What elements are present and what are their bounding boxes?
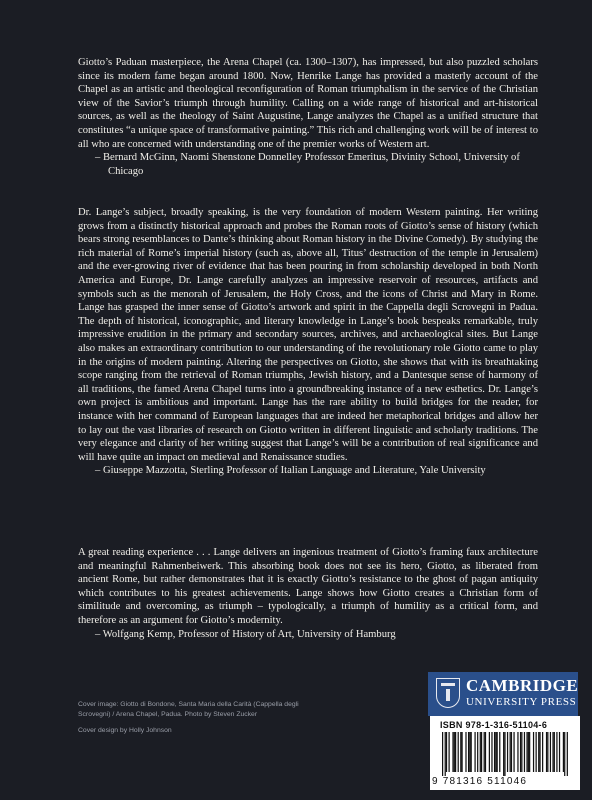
barcode-bar (495, 732, 496, 772)
barcode-bar (513, 732, 514, 772)
barcode-bar (455, 732, 456, 772)
barcode-bar (510, 732, 511, 772)
barcode-bar (484, 732, 485, 772)
barcode-bar (563, 732, 564, 772)
barcode-bar (465, 732, 466, 772)
barcode-bar (546, 732, 547, 772)
barcode-bar (454, 732, 455, 772)
barcode-bar (448, 732, 449, 772)
barcode-bar (503, 732, 504, 776)
barcode-bar (471, 732, 472, 772)
barcode-bar (504, 732, 505, 776)
blurb-attribution: – Giuseppe Mazzotta, Sterling Professor of Italian Language and Literature, Yale University (95, 465, 486, 477)
barcode-bar (554, 732, 555, 772)
barcode-bar (536, 732, 537, 772)
barcode-icon (442, 732, 568, 776)
blurb-attribution: – Wolfgang Kemp, Professor of History of Art, University of Hamburg (95, 628, 396, 640)
blurb-text: A great reading experience . . . Lange delivers an ingenious treatment of Giotto’s framing faux architecture and meaningful Rahmenbeiwerk. This absorbing book does not see its hero, Giotto, as liberated from ancient Rome, but rather demonstrates that it is exactly Giotto’s resistance to the ghost of pagan antiquity which contributes to his greatest achievements. Lange shows how Giotto creates a Christian form of similitude and overcoming, as triumph – typologically, a triumph of humility as a critical form, and therefore as an argument for Giotto’s modernity. (78, 547, 538, 626)
barcode-bar (497, 732, 498, 772)
barcode-bar (458, 732, 459, 772)
blurb-text: Giotto’s Paduan masterpiece, the Arena Chapel (ca. 1300–1307), has impressed, but also puzzled scholars since its modern fame began around 1800. Now, Henrike Lange has provided a masterly account of the Chapel as an artistic and theological reconfiguration of Roman triumphalism in the service of the Christian view of the Savior’s triumph through humility. Calling on a wide range of historical and art-historical sources, as well as the theology of Saint Augustine, Lange analyzes the Chapel as a unified structure that constitutes “a unique space of transformative painting.” This rich and challenging work will be of interest to all who are concerned with understanding one of the premier works of Western art. (78, 57, 538, 150)
blurb-kemp (78, 546, 538, 641)
barcode-bar (567, 732, 568, 776)
barcode-bar (491, 732, 492, 772)
barcode-bar (507, 732, 508, 772)
blurb-mazzotta (78, 206, 538, 478)
barcode-bar (452, 732, 453, 772)
barcode-bar (442, 732, 443, 776)
barcode-digits: 9 781316 511046 (432, 776, 528, 787)
barcode-bar (533, 732, 534, 772)
barcode-bar (461, 732, 462, 772)
barcode-bar (446, 732, 447, 772)
isbn-barcode (430, 716, 580, 790)
blurb-mcginn (78, 56, 538, 178)
barcode-bar (511, 732, 512, 772)
barcode-bar (529, 732, 530, 772)
barcode-bar (552, 732, 553, 772)
cover-design-credit: Cover design by Holly Johnson (78, 727, 172, 734)
blurb-attribution: – Bernard McGinn, Naomi Shenstone Donnelley Professor Emeritus, Divinity School, University of Chicago (95, 152, 520, 177)
barcode-bar (524, 732, 525, 772)
publisher-name: CAMBRIDGE (466, 676, 579, 695)
barcode-bar (539, 732, 540, 772)
barcode-bar (542, 732, 543, 772)
barcode-bar (499, 732, 500, 772)
cover-credits (78, 700, 318, 736)
barcode-bar (538, 732, 539, 772)
barcode-bar (521, 732, 522, 772)
publisher-logo (428, 672, 578, 716)
barcode-bar (445, 732, 446, 776)
barcode-bar (481, 732, 482, 772)
barcode-bar (556, 732, 557, 772)
barcode-bar (477, 732, 478, 772)
barcode-bar (474, 732, 475, 772)
barcode-bar (520, 732, 521, 772)
barcode-bar (564, 732, 565, 776)
barcode-bar (559, 732, 560, 772)
barcode-bar (480, 732, 481, 772)
shield-icon (436, 678, 460, 708)
barcode-bar (517, 732, 518, 772)
barcode-bar (469, 732, 470, 772)
barcode-bar (547, 732, 548, 772)
barcode-bar (468, 732, 469, 772)
barcode-bar (550, 732, 551, 772)
blurb-text: Dr. Lange’s subject, broadly speaking, is the very foundation of modern Western painting. Her writing grows from a distinctly historical approach and probes the Roman roots of Giotto’s sense of history (which bears strong resemblances to Dante’s thinking about Roman history in the Divine Comedy). By studying the rich material of Rome’s imperial history (such as, above all, Titus’ destruction of the temple in Jerusalem) and the ever-growing river of evidence that has been pouring in from scholarship developed in both North America and Europe, Dr. Lange carefully analyzes an impressive reservoir of resources, artifacts and symbols such as the menorah of Jerusalem, the Holy Cross, and the icons of Christ and Mary in Rome. Lange has grasped the inner sense of Giotto’s artwork and spirit in the Cappella degli Scrovegni in Padua. The depth of historical, iconographic, and literary knowledge in Lange’s book bespeaks remarkable, truly impressive erudition in the primary and secondary sources, archives, and archaeological sites. But Lange also makes an extraordinary contribution to our understanding of the revolutionary role Giotto came to play in the origins of modern painting. Altering the perspectives on Giotto, she shows that with its breathtaking scope ranging from the retrieval of Roman triumphs, Jewish history, and a Dantesque sense of harmony of all traditions, the famed Arena Chapel turns into a groundbreaking instance of a new esthetics. Dr. Lange’s own project is ambitious and important. Lange has the rare ability to build bridges for the reader, for instance with her command of European languages that are indeed her metaphorical bridges and allow her to lay out the vast libraries of research on Giotto written in different linguistic and scholarly traditions. The very elegance and clarity of her writing suggest that Lange’s will be a contribution of real significance and will have quite an impact on medieval and Renaissance studies. (78, 207, 538, 463)
cover-image-credit: Cover image: Giotto di Bondone, Santa Maria della Carità (Cappella degli Scrovegni) / Arena Chapel, Padua. Photo by Steven Zucker (78, 701, 299, 718)
barcode-bar (489, 732, 490, 772)
barcode-bar (460, 732, 461, 772)
publisher-subname: UNIVERSITY PRESS (466, 696, 577, 708)
barcode-bar (494, 732, 495, 772)
barcode-bar (485, 732, 486, 772)
isbn-label: ISBN 978-1-316-51104-6 (440, 720, 548, 730)
barcode-bar (528, 732, 529, 772)
barcode-bar (526, 732, 527, 772)
